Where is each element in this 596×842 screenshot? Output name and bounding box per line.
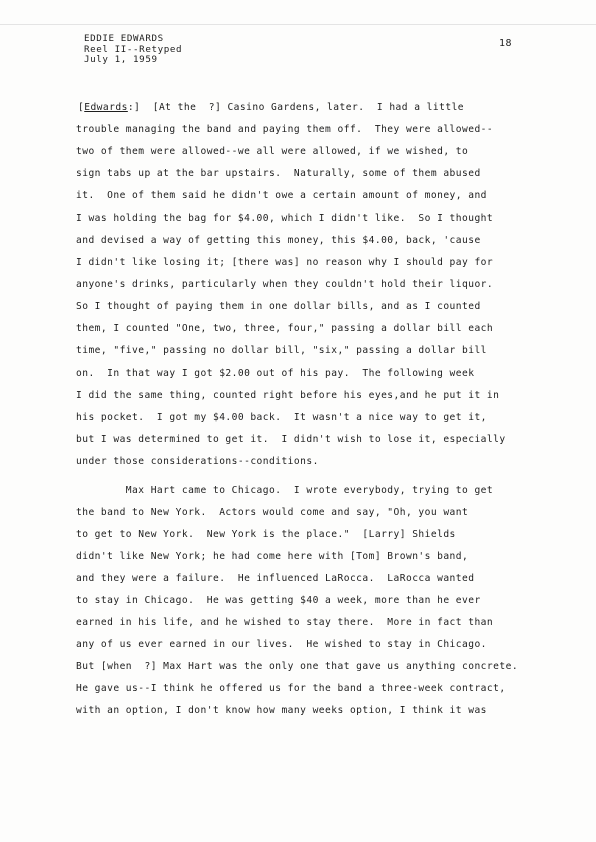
transcript-line: it. One of them said he didn't owe a certain amount of money, and	[76, 190, 487, 201]
page-top-edge	[0, 24, 596, 25]
transcript-line: and devised a way of getting this money, this $4.00, back, 'cause	[76, 235, 481, 246]
transcript-line: any of us ever earned in our lives. He wished to stay in Chicago.	[76, 639, 487, 650]
transcript-line: with an option, I don't know how many weeks option, I think it was	[76, 705, 487, 716]
transcript-line: but I was determined to get it. I didn't wish to lose it, especially	[76, 434, 506, 445]
transcript-line: But [when ?] Max Hart was the only one that gave us anything concrete.	[76, 661, 519, 672]
transcript-line: I didn't like losing it; [there was] no reason why I should pay for	[76, 257, 494, 268]
document-header	[84, 34, 182, 66]
transcript-line: trouble managing the band and paying them off. They were allowed--	[76, 124, 494, 135]
transcript-line: So I thought of paying them in one dollar bills, and as I counted	[76, 301, 481, 312]
transcript-line: anyone's drinks, particularly when they couldn't hold their liquor.	[76, 279, 494, 290]
transcript-line: to stay in Chicago. He was getting $40 a week, more than he ever	[76, 595, 481, 606]
transcript-line: his pocket. I got my $4.00 back. It wasn't a nice way to get it,	[76, 412, 487, 423]
transcript-line: them, I counted "One, two, three, four," passing a dollar bill each	[76, 323, 494, 334]
transcript-line: Max Hart came to Chicago. I wrote everybody, trying to get	[76, 485, 494, 496]
transcript-line: under those considerations--conditions.	[76, 456, 319, 467]
transcript-line: [Edwards:] [At the ?] Casino Gardens, later. I had a little	[78, 102, 465, 113]
speaker-name: Edwards	[84, 102, 128, 113]
transcript-line: and they were a failure. He influenced LaRocca. LaRocca wanted	[76, 573, 475, 584]
header-name: EDDIE EDWARDS	[84, 33, 164, 44]
transcript-line: earned in his life, and he wished to stay there. More in fact than	[76, 617, 494, 628]
transcript-line: sign tabs up at the bar upstairs. Naturally, some of them abused	[76, 168, 481, 179]
transcript-line: on. In that way I got $2.00 out of his pay. The following week	[76, 368, 475, 379]
first-line-text: [At the ?] Casino Gardens, later. I had a little	[140, 102, 465, 113]
transcript-line: to get to New York. New York is the place." [Larry] Shields	[76, 529, 456, 540]
transcript-line: two of them were allowed--we all were allowed, if we wished, to	[76, 146, 469, 157]
page-number: 18	[499, 38, 513, 49]
transcript-line: I did the same thing, counted right before his eyes,and he put it in	[76, 390, 500, 401]
transcript-line: He gave us--I think he offered us for the band a three-week contract,	[76, 683, 506, 694]
header-date: July 1, 1959	[84, 54, 158, 66]
transcript-line: didn't like New York; he had come here with [Tom] Brown's band,	[76, 551, 469, 562]
transcript-line: the band to New York. Actors would come and say, "Oh, you want	[76, 507, 469, 518]
header-reel: Reel II--Retyped	[84, 43, 183, 55]
transcript-line: I was holding the bag for $4.00, which I didn't like. So I thought	[76, 213, 494, 224]
transcript-line: time, "five," passing no dollar bill, "six," passing a dollar bill	[76, 345, 487, 356]
